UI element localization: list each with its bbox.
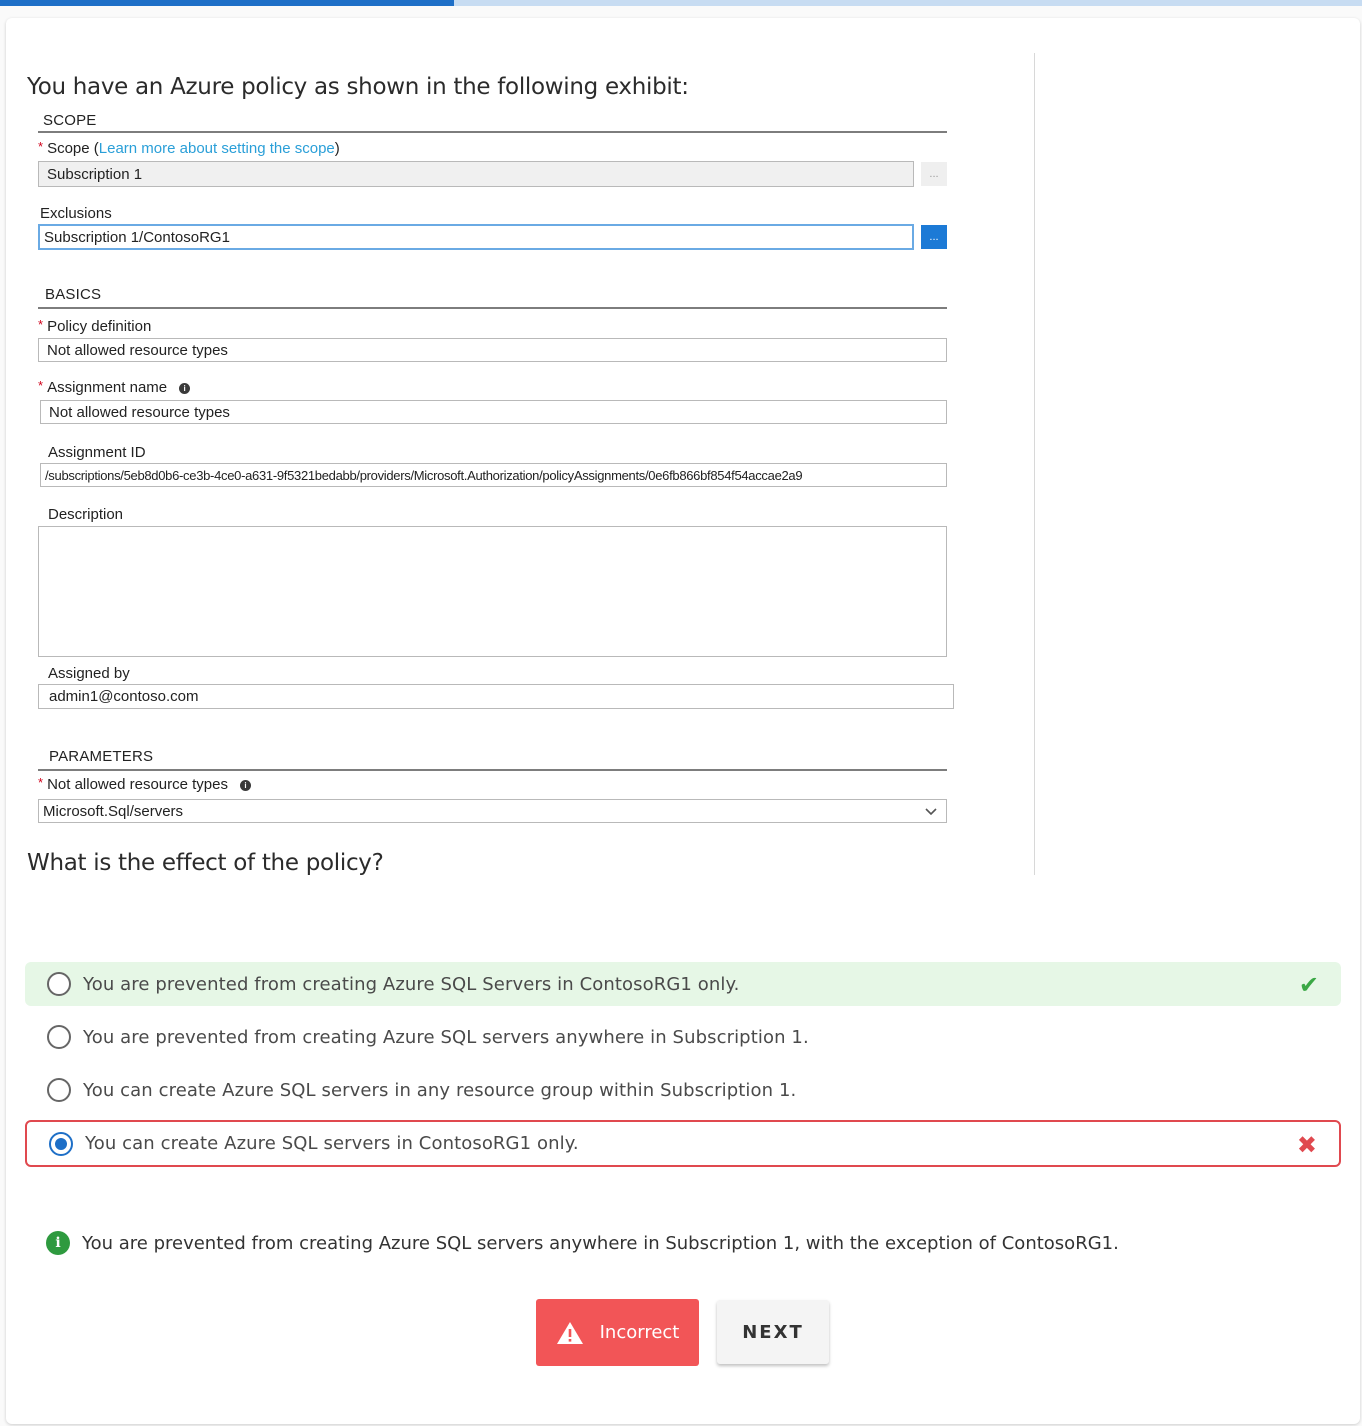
description-label: Description	[48, 506, 124, 523]
scope-label: * Scope (Learn more about setting the scope)	[38, 139, 340, 157]
next-button[interactable]: NEXT	[717, 1300, 829, 1364]
not-allowed-types-label: * Not allowed resource types i	[38, 776, 251, 793]
assigned-by-field[interactable]: admin1@contoso.com	[38, 684, 954, 709]
scope-field[interactable]: Subscription 1	[38, 161, 914, 187]
vertical-divider	[1034, 53, 1035, 875]
description-field[interactable]	[38, 526, 947, 657]
radio-button[interactable]	[47, 1025, 71, 1049]
basics-section-title: BASICS	[45, 286, 102, 303]
answer-option-1[interactable]	[25, 962, 1341, 1006]
info-icon: i	[240, 780, 251, 791]
exclusions-label: Exclusions	[40, 205, 112, 222]
scope-section-title: SCOPE	[43, 112, 97, 129]
info-icon: i	[179, 383, 190, 394]
cross-icon: ✖	[1296, 1132, 1317, 1159]
progress-bar	[0, 0, 1362, 6]
exhibit-image	[34, 108, 950, 826]
answer-option-4[interactable]	[25, 1120, 1341, 1167]
answer-option-3[interactable]	[25, 1068, 1341, 1112]
checkmark-icon: ✔	[1298, 972, 1319, 999]
incorrect-label: Incorrect	[599, 1322, 680, 1343]
question-intro: You have an Azure policy as shown in the following exhibit:	[27, 74, 689, 100]
assignment-id-field[interactable]: /subscriptions/5eb8d0b6-ce3b-4ce0-a631-9f5321bedabb/providers/Microsoft.Authorization/policyAssignments/0e6fb866bf854f54accae2a9	[40, 463, 947, 487]
answer-option-text: You can create Azure SQL servers in any resource group within Subscription 1.	[83, 1079, 797, 1101]
incorrect-result-button[interactable]	[536, 1299, 699, 1366]
answer-option-text: You are prevented from creating Azure SQL Servers in ContosoRG1 only.	[83, 973, 740, 995]
scope-browse-button[interactable]: ...	[921, 162, 947, 186]
explanation-text: You are prevented from creating Azure SQL servers anywhere in Subscription 1, with the exception of ContosoRG1.	[82, 1232, 1119, 1254]
policy-definition-label: * Policy definition	[38, 317, 152, 335]
chevron-down-icon	[924, 804, 938, 821]
assignment-name-field[interactable]: Not allowed resource types	[40, 400, 947, 424]
answer-option-text: You can create Azure SQL servers in ContosoRG1 only.	[85, 1133, 579, 1154]
exclusions-field[interactable]: Subscription 1/ContosoRG1	[38, 224, 914, 250]
policy-definition-field[interactable]: Not allowed resource types	[38, 338, 947, 362]
question-card	[6, 18, 1360, 1424]
scope-section-rule	[38, 131, 947, 133]
radio-button[interactable]	[47, 972, 71, 996]
basics-section-rule	[38, 307, 947, 309]
radio-button[interactable]	[47, 1078, 71, 1102]
answer-option-text: You are prevented from creating Azure SQL servers anywhere in Subscription 1.	[83, 1026, 809, 1048]
radio-button-selected[interactable]	[49, 1132, 73, 1156]
info-icon: i	[46, 1231, 70, 1255]
question-ask: What is the effect of the policy?	[27, 850, 384, 876]
parameters-section-title: PARAMETERS	[49, 748, 154, 765]
assignment-name-label: * Assignment name i	[38, 379, 190, 396]
not-allowed-types-select[interactable]: Microsoft.Sql/servers	[38, 799, 947, 823]
answer-option-2[interactable]	[25, 1015, 1341, 1059]
parameters-section-rule	[38, 769, 947, 771]
exclusions-browse-button[interactable]: ...	[921, 225, 947, 249]
explanation	[46, 1231, 1119, 1255]
assigned-by-label: Assigned by	[48, 665, 130, 682]
warning-icon	[556, 1321, 584, 1345]
scope-learn-more-link[interactable]: Learn more about setting the scope	[98, 140, 335, 157]
progress-bar-fill	[0, 0, 454, 6]
assignment-id-label: Assignment ID	[48, 444, 146, 461]
